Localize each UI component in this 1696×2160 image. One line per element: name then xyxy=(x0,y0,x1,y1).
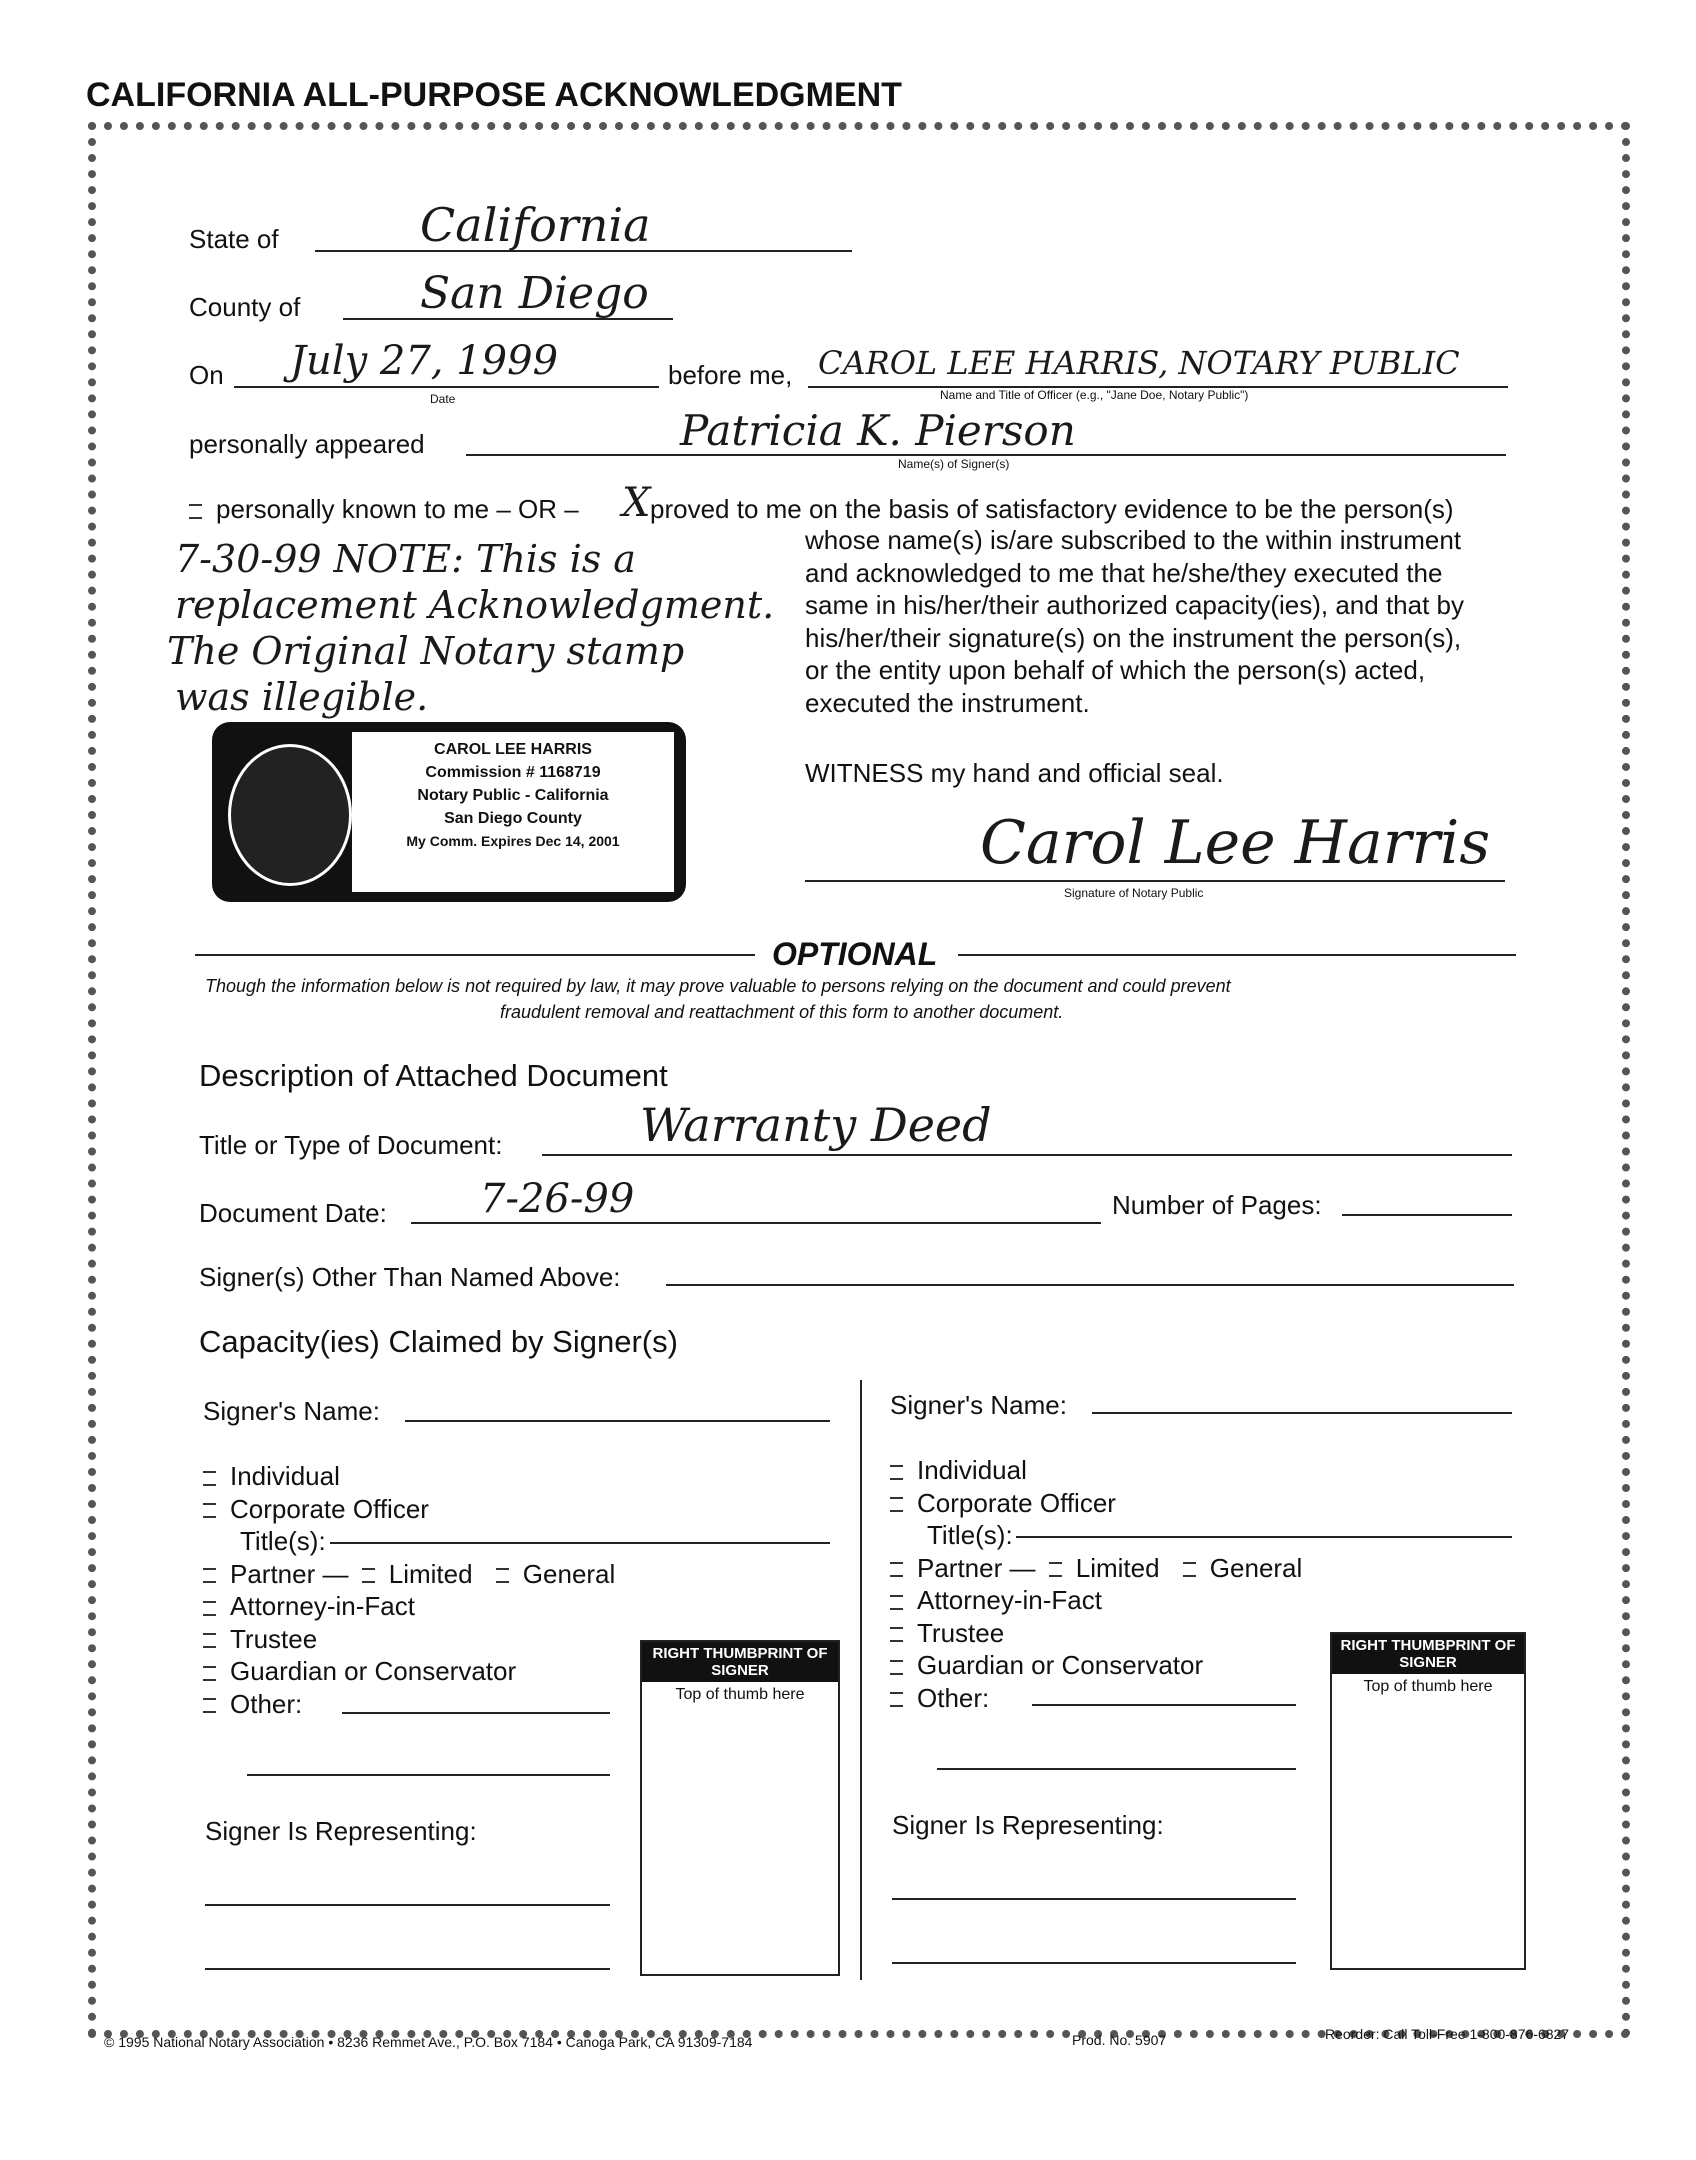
signer-name-label-left: Signer's Name: xyxy=(203,1396,380,1426)
thumbprint-instruction-left: Top of thumb here xyxy=(675,1686,805,1703)
description-heading: Description of Attached Document xyxy=(199,1058,668,1093)
pages-label: Number of Pages: xyxy=(1112,1190,1322,1220)
county-label: County of xyxy=(189,292,301,322)
signature-caption: Signature of Notary Public xyxy=(1064,886,1204,900)
notary-signature: Carol Lee Harris xyxy=(980,808,1491,878)
footer-copyright: © 1995 National Notary Association • 8236 Remmet Ave., P.O. Box 7184 • Canoga Park, CA 91309-7184 xyxy=(104,2034,753,2050)
date-caption: Date xyxy=(430,392,456,406)
others-label: Signer(s) Other Than Named Above: xyxy=(199,1262,621,1292)
officer-value: CAROL LEE HARRIS, NOTARY PUBLIC xyxy=(818,344,1460,382)
seal-emblem xyxy=(228,744,352,886)
form-title: CALIFORNIA ALL-PURPOSE ACKNOWLEDGMENT xyxy=(86,76,902,114)
limited-checkbox-left[interactable] xyxy=(362,1568,375,1583)
handwritten-note: 7-30-99 NOTE: This is a replacement Acknowledgment. The Original Notary stamp was illegible. xyxy=(167,537,775,719)
footer-reorder: Reorder: Call Toll-Free 1-800-876-6827 xyxy=(1325,2026,1570,2042)
capacity-heading: Capacity(ies) Claimed by Signer(s) xyxy=(199,1324,678,1359)
trustee-checkbox-left[interactable] xyxy=(203,1633,216,1648)
individual-checkbox-left[interactable] xyxy=(203,1471,216,1486)
limited-checkbox-right[interactable] xyxy=(1049,1562,1062,1577)
before-me-label: before me, xyxy=(668,360,793,390)
capacity-list-left: Individual Corporate Officer Title(s): Partner — Limited General Attorney-in-Fact Trustee Guardian or Conservator Other: xyxy=(203,1460,615,1720)
other-checkbox-right[interactable] xyxy=(890,1692,903,1707)
appeared-label: personally appeared xyxy=(189,429,425,459)
partner-checkbox-left[interactable] xyxy=(203,1568,216,1583)
capacity-list-right: Individual Corporate Officer Title(s): Partner — Limited General Attorney-in-Fact Trustee Guardian or Conservator Other: xyxy=(890,1454,1302,1714)
state-label: State of xyxy=(189,224,279,254)
optional-text-1: Though the information below is not required by law, it may prove valuable to persons relying on the document and could prevent xyxy=(205,976,1231,996)
optional-text-2: fraudulent removal and reattachment of this form to another document. xyxy=(500,1002,1064,1022)
individual-checkbox-right[interactable] xyxy=(890,1465,903,1480)
doc-date-value: 7-26-99 xyxy=(480,1176,635,1222)
proved-mark: X xyxy=(622,480,651,526)
signer-name-label-right: Signer's Name: xyxy=(890,1390,1067,1420)
seal-text: CAROL LEE HARRIS Commission # 1168719 Notary Public - California San Diego County My Comm. Expires Dec 14, 2001 xyxy=(406,741,620,849)
doc-title-label: Title or Type of Document: xyxy=(199,1130,503,1160)
thumbprint-heading-right: RIGHT THUMBPRINT OF SIGNER xyxy=(1332,1634,1524,1674)
corporate-checkbox-right[interactable] xyxy=(890,1497,903,1512)
trustee-checkbox-right[interactable] xyxy=(890,1627,903,1642)
on-label: On xyxy=(189,360,224,390)
general-checkbox-right[interactable] xyxy=(1183,1562,1196,1577)
known-option: personally known to me – OR – xyxy=(189,494,579,525)
officer-caption: Name and Title of Officer (e.g., "Jane Doe, Notary Public") xyxy=(940,388,1249,402)
attorney-checkbox-left[interactable] xyxy=(203,1601,216,1616)
other-checkbox-left[interactable] xyxy=(203,1698,216,1713)
signer-caption: Name(s) of Signer(s) xyxy=(898,457,1010,471)
partner-checkbox-right[interactable] xyxy=(890,1562,903,1577)
guardian-checkbox-left[interactable] xyxy=(203,1666,216,1681)
thumbprint-box-right[interactable] xyxy=(1330,1632,1526,1970)
witness-text: WITNESS my hand and official seal. xyxy=(805,758,1224,788)
thumbprint-instruction-right: Top of thumb here xyxy=(1363,1678,1493,1695)
footer-prod: Prod. No. 5907 xyxy=(1072,2032,1167,2048)
guardian-checkbox-right[interactable] xyxy=(890,1660,903,1675)
attorney-checkbox-right[interactable] xyxy=(890,1595,903,1610)
county-value: San Diego xyxy=(420,268,649,319)
date-value: July 27, 1999 xyxy=(290,338,559,384)
representing-label-right: Signer Is Representing: xyxy=(892,1810,1164,1840)
optional-heading: OPTIONAL xyxy=(772,936,938,972)
state-value: California xyxy=(420,198,651,252)
doc-title-value: Warranty Deed xyxy=(640,1098,992,1152)
corporate-checkbox-left[interactable] xyxy=(203,1503,216,1518)
representing-label-left: Signer Is Representing: xyxy=(205,1816,477,1846)
thumbprint-box-left[interactable] xyxy=(640,1640,840,1976)
thumbprint-heading-left: RIGHT THUMBPRINT OF SIGNER xyxy=(642,1642,838,1682)
general-checkbox-left[interactable] xyxy=(496,1568,509,1583)
proved-line: proved to me on the basis of satisfactory evidence to be the person(s) xyxy=(650,494,1454,524)
signer-value: Patricia K. Pierson xyxy=(680,406,1076,455)
doc-date-label: Document Date: xyxy=(199,1198,387,1228)
known-checkbox[interactable] xyxy=(189,504,202,519)
evidence-text: whose name(s) is/are subscribed to the within instrument and acknowledged to me that he/she/they executed the same in his/her/their authorized capacity(ies), and that by his/her/their signature(s) on the instrument the person(s), or the entity upon behalf of which the person(s) acted, executed the instrument. xyxy=(805,525,1465,718)
